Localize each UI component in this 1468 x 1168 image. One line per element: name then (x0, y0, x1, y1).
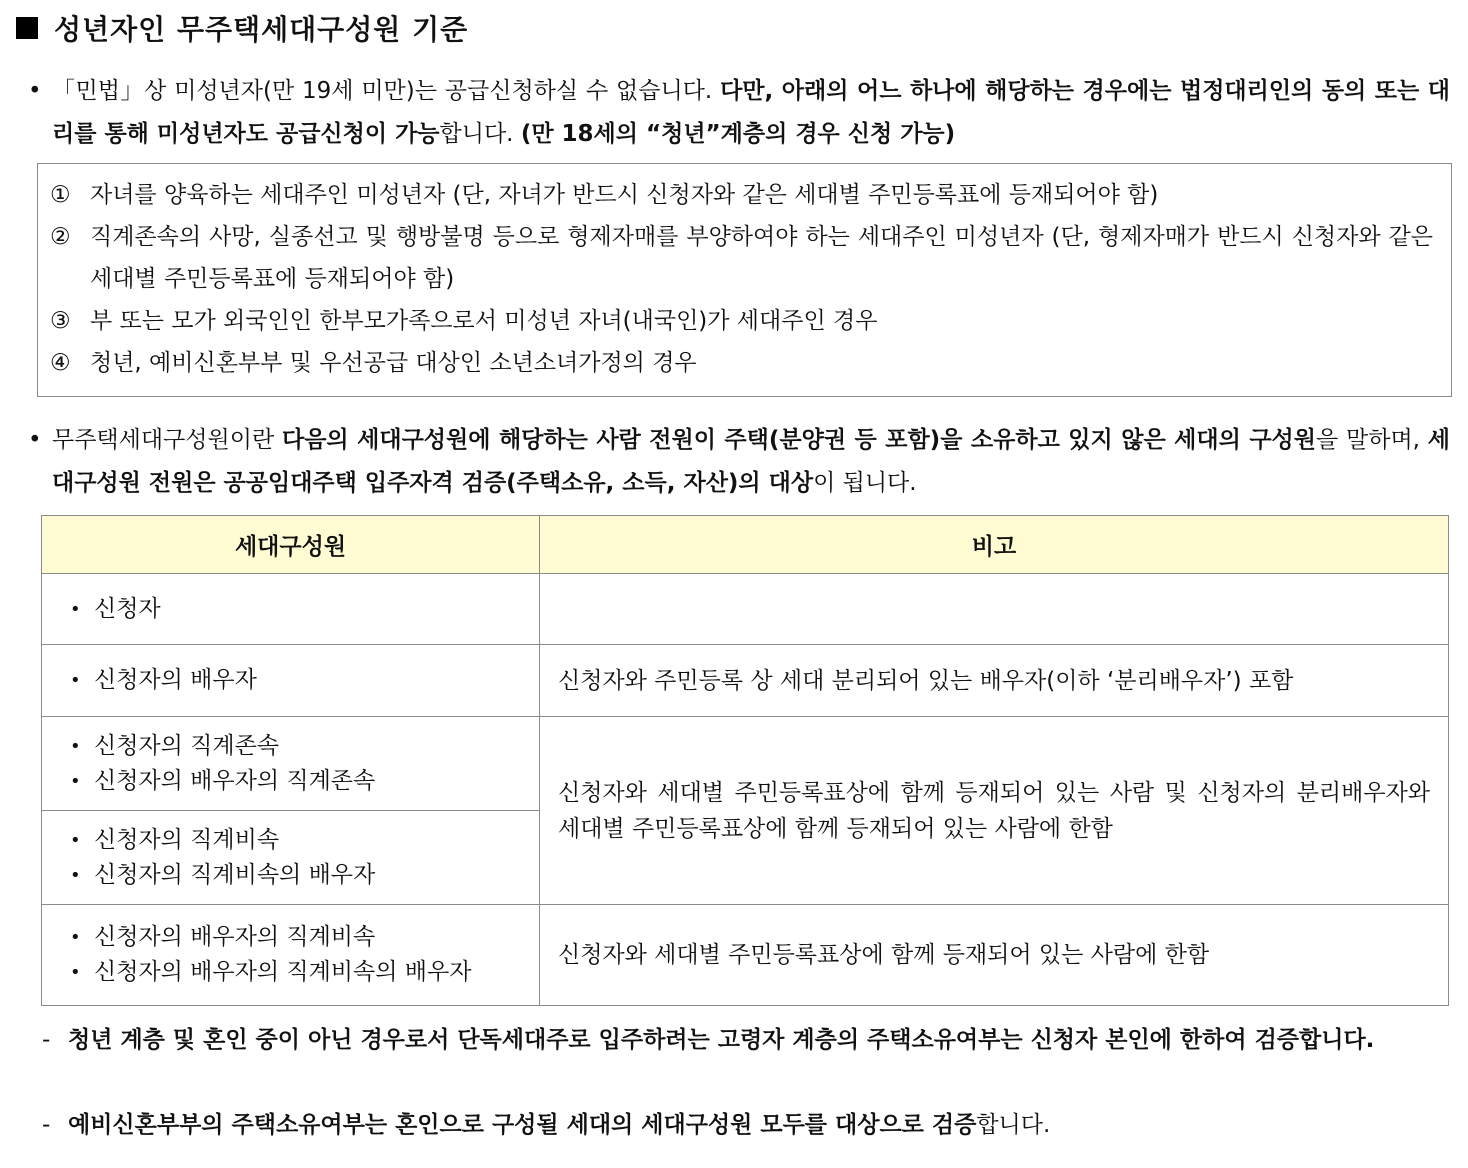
table-header-row (42, 516, 1449, 574)
members-cell (42, 717, 540, 811)
note-prospective-newlyweds (42, 1104, 1448, 1146)
column-header-remarks: 비고 (540, 516, 1449, 574)
definition-bold-1: 다음의 세대구성원에 해당하는 사람 전원이 주택(분양권 등 포함)을 소유하고 있지 않은 세대의 구성원 (282, 427, 1316, 453)
dash-icon: - (42, 1112, 51, 1138)
member-item: • 신청자 (70, 592, 539, 627)
table-row (42, 574, 1449, 645)
exception-list-box (37, 163, 1452, 397)
member-item: • 신청자의 배우자의 직계존속 (70, 764, 539, 799)
exception-item (50, 300, 1433, 342)
exception-item (50, 342, 1433, 384)
exception-text: 자녀를 양육하는 세대주인 미성년자 (단, 자녀가 반드시 신청자와 같은 세대별 주민등록표에 등재되어야 함) (90, 182, 1159, 208)
exception-item (50, 216, 1433, 300)
youth-age-note: (만 18세의 “청년”계층의 경우 신청 가능) (520, 121, 956, 147)
minor-exception-text: 다만, 아래의 어느 하나에 해당하는 경우에는 법정대리인의 동의 또는 대리를 통해 미성년자도 공급신청이 가능 (52, 78, 1450, 147)
bullet-icon: • (28, 427, 42, 453)
exception-text: 부 또는 모가 외국인인 한부모가족으로서 미성년 자녀(내국인)가 세대주인 경우 (90, 308, 878, 334)
remarks-cell: 신청자와 세대별 주민등록표상에 함께 등재되어 있는 사람에 한함 (540, 905, 1449, 1006)
minor-rule-ending: 합니다. (439, 121, 521, 147)
note-bold-text: 청년 계층 및 혼인 중이 아닌 경우로서 단독세대주로 입주하려는 고령자 계층의 주택소유여부는 신청자 본인에 한하여 검증합니다. (68, 1027, 1375, 1053)
remarks-cell (540, 574, 1449, 645)
column-header-members: 세대구성원 (42, 516, 540, 574)
member-item: • 신청자의 배우자의 직계비속의 배우자 (70, 955, 539, 990)
members-cell (42, 905, 540, 1006)
household-member-definition (28, 419, 1450, 505)
bullet-icon: • (28, 78, 42, 104)
member-item: • 신청자의 직계존속 (70, 729, 539, 764)
note-normal-text: 합니다. (976, 1112, 1051, 1138)
black-square-icon (16, 17, 38, 39)
remarks-cell: 신청자와 주민등록 상 세대 분리되어 있는 배우자(이하 ‘분리배우자’) 포함 (540, 645, 1449, 717)
definition-bold-2: 세대구성원 전원은 공공임대주택 입주자격 검증(주택소유, 소득, 자산)의 대상 (52, 427, 1450, 496)
exception-number: ① (50, 182, 71, 208)
exception-number: ③ (50, 308, 71, 334)
table-row (42, 645, 1449, 717)
exception-item (50, 174, 1433, 216)
member-item: • 신청자의 직계비속 (70, 823, 539, 858)
table-row (42, 905, 1449, 1006)
section-heading-text: 성년자인 무주택세대구성원 기준 (54, 13, 469, 46)
exception-number: ② (50, 224, 71, 250)
table-row (42, 717, 1449, 811)
member-item: • 신청자의 배우자의 직계비속 (70, 920, 539, 955)
members-cell (42, 811, 540, 905)
definition-lead: 무주택세대구성원이란 (52, 427, 282, 453)
section-heading (16, 8, 468, 48)
member-item: • 신청자의 배우자 (70, 663, 539, 698)
exception-text: 직계존속의 사망, 실종선고 및 행방불명 등으로 형제자매를 부양하여야 하는 세대주인 미성년자 (단, 형제자매가 반드시 신청자와 같은 세대별 주민등록표에 등재되어야 함) (90, 224, 1433, 292)
definition-end: 이 됩니다. (813, 470, 917, 496)
remarks-cell: 신청자와 세대별 주민등록표상에 함께 등재되어 있는 사람 및 신청자의 분리배우자와 세대별 주민등록표상에 함께 등재되어 있는 사람에 한함 (540, 717, 1449, 905)
definition-mid: 을 말하며, (1315, 427, 1428, 453)
members-cell (42, 574, 540, 645)
note-bold-text: 예비신혼부부의 주택소유여부는 혼인으로 구성될 세대의 세대구성원 모두를 대상으로 검증 (68, 1112, 977, 1138)
exception-text: 청년, 예비신혼부부 및 우선공급 대상인 소년소녀가정의 경우 (90, 350, 697, 376)
household-members-table (41, 515, 1449, 1006)
members-cell (42, 645, 540, 717)
minor-eligibility-paragraph (28, 70, 1450, 156)
note-elderly (42, 1019, 1448, 1061)
member-item: • 신청자의 직계비속의 배우자 (70, 858, 539, 893)
minor-rule-text: 「민법」상 미성년자(만 19세 미만)는 공급신청하실 수 없습니다. (52, 78, 721, 104)
exception-number: ④ (50, 350, 71, 376)
dash-icon: - (42, 1027, 51, 1053)
